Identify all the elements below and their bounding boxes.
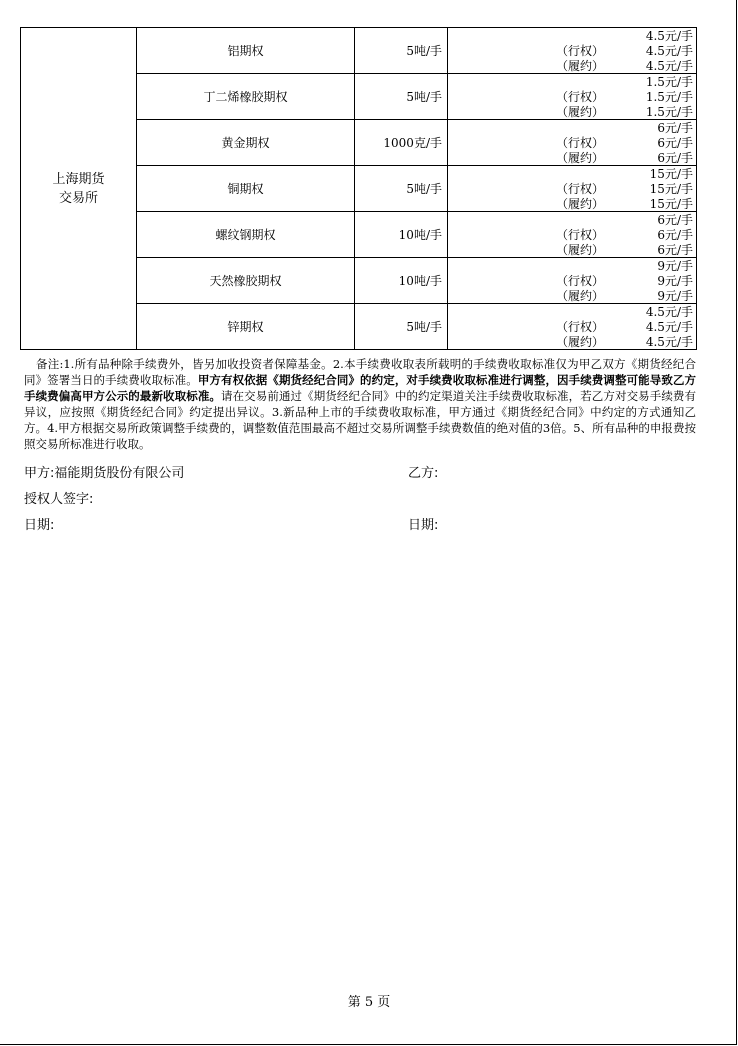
party-a-date-label: 日期:: [24, 518, 55, 533]
fee-exercise-value: 6元/手: [657, 228, 693, 242]
fee-tags: [556, 274, 604, 304]
product-name-cell: 天然橡胶期权: [137, 258, 355, 304]
fee-perform-value: 1.5元/手: [645, 105, 693, 119]
fee-cell: [448, 166, 697, 212]
party-b-date-label: 日期:: [408, 518, 439, 533]
fee-exercise-value: 4.5元/手: [645, 320, 693, 334]
contract-unit-cell: 10吨/手: [355, 258, 448, 304]
remarks-text-2: 请在交易前通过《期货经纪合同》中的约定渠道关注手续费收取标准，若乙方对交易手续费有异议，应按照《期货经纪合同》约定提出异议。3.新品种上市的手续费收取标准，甲方通过《期货经纪合同》中约定的方式通知乙方。4.甲方根据交易所政策调整手续费的，调整数值范围最高不超过交易所调整手续费数值的绝对值的3倍。5、所有品种的申报费按照交易所标准进行收取。: [24, 389, 697, 451]
product-name-cell: 铝期权: [137, 28, 355, 74]
fee-open-value: 6元/手: [657, 213, 693, 227]
contract-unit-cell: 10吨/手: [355, 212, 448, 258]
fee-values: [657, 259, 693, 304]
fee-tags: [556, 136, 604, 166]
fee-values: [657, 213, 693, 258]
fee-values: [657, 121, 693, 166]
fee-open-value: 4.5元/手: [645, 305, 693, 319]
fee-perform-value: 6元/手: [657, 243, 693, 257]
exercise-tag: （行权）: [556, 136, 605, 150]
fee-values: [646, 29, 693, 74]
product-name-cell: 锌期权: [137, 304, 355, 350]
fee-exercise-value: 6元/手: [657, 136, 693, 150]
fee-tags: [556, 44, 604, 74]
exercise-tag: （行权）: [556, 90, 605, 104]
perform-tag: （履约）: [556, 243, 605, 257]
fee-exercise-value: 15元/手: [649, 182, 693, 196]
fee-cell: [448, 28, 697, 74]
product-name-cell: 丁二烯橡胶期权: [137, 74, 355, 120]
party-b-label: 乙方:: [408, 466, 439, 481]
table-row: [21, 28, 697, 74]
fee-cell: [448, 74, 697, 120]
fee-cell: [448, 212, 697, 258]
exercise-tag: （行权）: [556, 228, 605, 242]
exercise-tag: （行权）: [556, 320, 605, 334]
fee-open-value: 4.5元/手: [645, 29, 693, 43]
contract-unit-cell: 5吨/手: [355, 28, 448, 74]
fee-perform-value: 4.5元/手: [645, 335, 693, 349]
fee-values: [646, 305, 693, 350]
fee-open-value: 9元/手: [657, 259, 693, 273]
perform-tag: （履约）: [556, 59, 605, 73]
fee-tags: [556, 228, 604, 258]
perform-tag: （履约）: [556, 289, 605, 303]
contract-unit-cell: 5吨/手: [355, 304, 448, 350]
remarks-text-1: 备注:1.所有品种除手续费外，皆另加收投资者保障基金。2.本手续费收取表所载明的手续费收取标准仅为甲乙双方《期货经纪合同》签署当日的手续费收取标准。: [24, 357, 696, 387]
exchange-name-line-1: 上海期货: [52, 171, 105, 187]
fee-cell: [448, 258, 697, 304]
product-name-cell: 铜期权: [137, 166, 355, 212]
fee-tags: [556, 182, 604, 212]
contract-unit-cell: 5吨/手: [355, 74, 448, 120]
perform-tag: （履约）: [556, 151, 605, 165]
fee-open-value: 1.5元/手: [645, 75, 693, 89]
remarks-note: [24, 356, 696, 452]
fee-tags: [556, 90, 604, 120]
fee-exercise-value: 9元/手: [657, 274, 693, 288]
page-number: 第 5 页: [347, 995, 391, 1010]
fee-perform-value: 6元/手: [657, 151, 693, 165]
fee-cell: [448, 120, 697, 166]
fee-exercise-value: 1.5元/手: [645, 90, 693, 104]
exchange-name-line-2: 交易所: [58, 190, 98, 206]
perform-tag: （履约）: [556, 335, 605, 349]
fee-perform-value: 9元/手: [657, 289, 693, 303]
fee-perform-value: 15元/手: [649, 197, 693, 211]
fee-cell: [448, 304, 697, 350]
fee-tags: [556, 320, 604, 350]
exercise-tag: （行权）: [556, 274, 605, 288]
product-name-cell: 螺纹钢期权: [137, 212, 355, 258]
contract-unit-cell: 1000克/手: [355, 120, 448, 166]
remarks-bold-text: 甲方有权依据《期货经纪合同》的约定，对手续费收取标准进行调整，因手续费调整可能导致乙方手续费偏高甲方公示的最新收取标准。: [24, 373, 697, 403]
exercise-tag: （行权）: [556, 44, 605, 58]
fee-open-value: 6元/手: [657, 121, 693, 135]
authorized-signature-label: 授权人签字:: [24, 492, 94, 507]
party-a-label: 甲方:福能期货股份有限公司: [24, 466, 185, 481]
fee-values: [650, 167, 693, 212]
contract-unit-cell: 5吨/手: [355, 166, 448, 212]
fee-exercise-value: 4.5元/手: [645, 44, 693, 58]
product-name-cell: 黄金期权: [137, 120, 355, 166]
perform-tag: （履约）: [556, 105, 605, 119]
perform-tag: （履约）: [556, 197, 605, 211]
exchange-name-cell: [21, 28, 137, 350]
fee-open-value: 15元/手: [649, 167, 693, 181]
fee-table: [20, 27, 697, 350]
exercise-tag: （行权）: [556, 182, 605, 196]
fee-values: [646, 75, 693, 120]
fee-perform-value: 4.5元/手: [645, 59, 693, 73]
